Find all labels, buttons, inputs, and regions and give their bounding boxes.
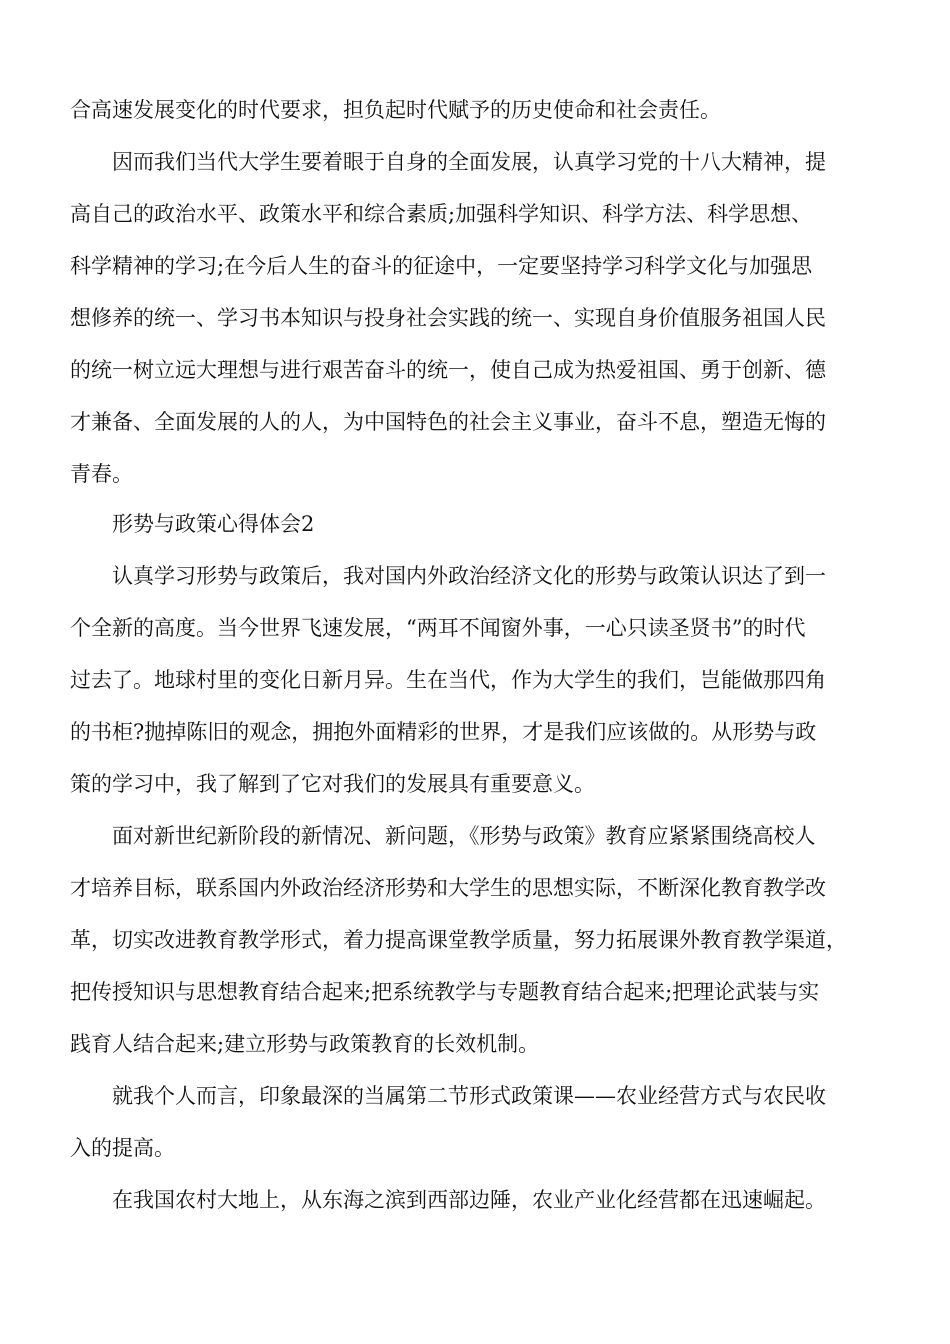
text-line: 践育人结合起来;建立形势与政策教育的长效机制。 — [70, 1032, 540, 1056]
paragraph-first-line: 因而我们当代大学生要着眼于自身的全面发展，认真学习党的十八大精神，提 — [112, 150, 826, 174]
paragraph-first-line: 在我国农村大地上，从东海之滨到西部边陲，农业产业化经营都在迅速崛起。 — [112, 1188, 826, 1212]
paragraph-first-line: 就我个人而言，印象最深的当属第二节形式政策课——农业经营方式与农民收 — [112, 1084, 826, 1108]
section-heading: 形势与政策心得体会2 — [112, 512, 315, 536]
text-line: 的书柜?抛掉陈旧的观念，拥抱外面精彩的世界，才是我们应该做的。从形势与政 — [70, 720, 817, 744]
text-line: 想修养的统一、学习书本知识与投身社会实践的统一、实现自身价值服务祖国人民 — [70, 306, 826, 330]
text-line: 青春。 — [70, 462, 133, 486]
paragraph-first-line: 认真学习形势与政策后，我对国内外政治经济文化的形势与政策认识达了到一 — [112, 564, 826, 588]
text-line: 革，切实改进教育教学形式，着力提高课堂教学质量，努力拓展课外教育教学渠道， — [70, 928, 847, 952]
text-line: 过去了。地球村里的变化日新月异。生在当代，作为大学生的我们，岂能做那四角 — [70, 668, 826, 692]
text-line: 合高速发展变化的时代要求，担负起时代赋予的历史使命和社会责任。 — [70, 98, 721, 122]
paragraph-first-line: 面对新世纪新阶段的新情况、新问题，《形势与政策》教育应紧紧围绕高校人 — [112, 824, 816, 848]
text-line: 把传授知识与思想教育结合起来;把系统教学与专题教育结合起来;把理论武装与实 — [70, 980, 820, 1004]
text-line: 个全新的高度。当今世界飞速发展，“两耳不闻窗外事，一心只读圣贤书”的时代 — [70, 616, 806, 640]
text-line: 才培养目标，联系国内外政治经济形势和大学生的思想实际，不断深化教育教学改 — [70, 876, 826, 900]
text-line: 科学精神的学习;在今后人生的奋斗的征途中，一定要坚持学习科学文化与加强思 — [70, 254, 813, 278]
text-line: 的统一树立远大理想与进行艰苦奋斗的统一，使自己成为热爱祖国、勇于创新、德 — [70, 358, 826, 382]
text-line: 策的学习中，我了解到了它对我们的发展具有重要意义。 — [70, 772, 595, 796]
text-line: 高自己的政治水平、政策水平和综合素质;加强科学知识、科学方法、科学思想、 — [70, 202, 813, 226]
text-line: 入的提高。 — [70, 1136, 175, 1160]
text-line: 才兼备、全面发展的人的人，为中国特色的社会主义事业，奋斗不息，塑造无悔的 — [70, 410, 826, 434]
